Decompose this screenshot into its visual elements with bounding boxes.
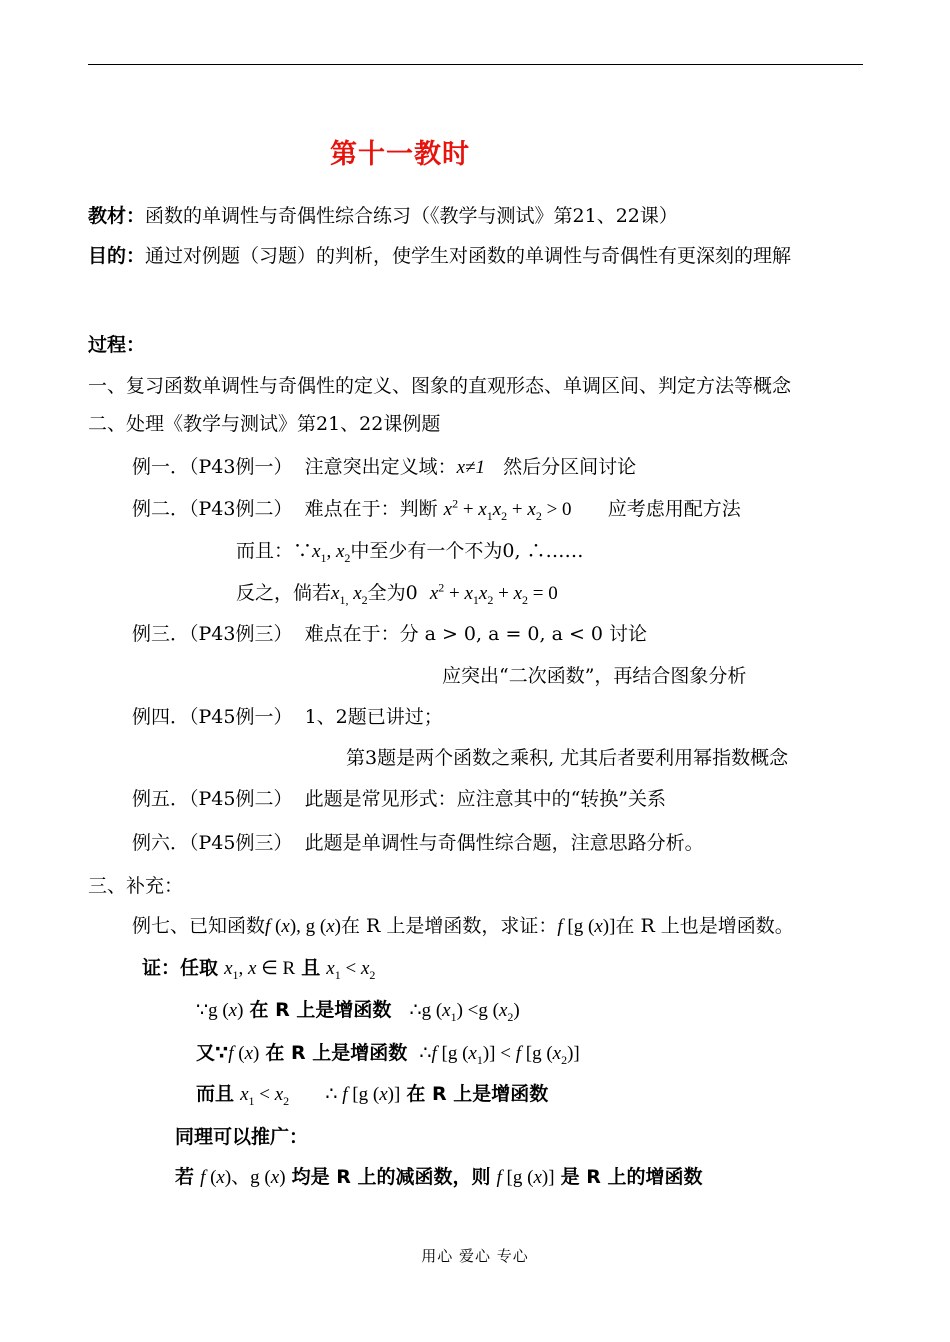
emphasis-dots: 转换 • • bbox=[580, 788, 618, 810]
proof-line-2: ∵g (x) 在 R 上是增函数 ∴g $(x_1) <g$ $(x_2)$ bbox=[196, 999, 520, 1024]
example-1: 例一．（P43例一） 注意突出定义域：x≠1 然后分区间讨论 bbox=[132, 456, 637, 478]
example-2-line-2: 而且：$\because x_1$, $x_2$中至少有一个不为0, ∴…… bbox=[236, 540, 584, 565]
header-rule bbox=[88, 64, 863, 65]
example-7: 例七、已知函数f (x), g (x)在 R 上是增函数，求证：f [g (x)]在 R 上也是增函数。 bbox=[132, 915, 794, 937]
example-2-line-3: 反之，倘若$x_{1,}$ $x_2$全为0 $x^2 + x_1x_2 + x_2 = 0$ bbox=[236, 580, 558, 607]
proof-line-4: 而且 $x_1 < x_2$ ∴ f [g (x)] 在 R 上是增函数 bbox=[196, 1083, 549, 1108]
purpose-line: 目的：通过对例题（习题）的判析，使学生对函数的单调性与奇偶性有更深刻的理解 bbox=[88, 245, 792, 267]
lesson-title: 第十一教时 bbox=[330, 139, 470, 170]
equality-expression: $x^2 + x_1x_2 + x_2 = 0$ bbox=[429, 580, 558, 607]
proof-line-3: 又∵f (x) 在 R 上是增函数 ∴f [g $(x_1)] < f$ [g $(x_2)$] bbox=[196, 1042, 580, 1067]
proof-line-1: 证：任取 $x_1$, x ∈ R 且 $x_1 < x_2$ bbox=[142, 957, 376, 982]
example-4-line-2: 第3题是两个函数之乘积, 尤其后者要利用幂指数概念 bbox=[346, 747, 789, 769]
page-footer: 用心 爱心 专心 bbox=[421, 1247, 529, 1265]
example-2: 例二．（P43例二） 难点在于：判断 $x^2 + x_1x_2 + x_2 > 0$ 应考虑用配方法 bbox=[132, 496, 741, 523]
proof-line-6: 若 f (x)、g (x) 均是 R 上的减函数，则 f [g (x)] 是 R 上的增函数 bbox=[175, 1166, 703, 1188]
example-6: 例六．（P45例三） 此题是单调性与奇偶性综合题，注意思路分析。 bbox=[132, 832, 704, 854]
proof-line-5: 同理可以推广： bbox=[175, 1126, 309, 1148]
example-4: 例四．（P45例一） 1、2题已讲过； bbox=[132, 706, 443, 728]
process-label: 过程： bbox=[88, 334, 146, 356]
material-line: 教材：函数的单调性与奇偶性综合练习（《教学与测试》第21、22课） bbox=[88, 205, 678, 227]
example-5: 例五．（P45例二） 此题是常见形式：应注意其中的“转换 • •”关系 bbox=[132, 786, 666, 812]
section-2: 二、处理《教学与测试》第21、22课例题 bbox=[88, 413, 441, 435]
example-3: 例三．（P43例三） 难点在于：分 a > 0, a = 0, a < 0 讨论 bbox=[132, 623, 648, 645]
example-3-line-2: 应突出“二次函数”，再结合图象分析 bbox=[442, 665, 747, 687]
inequality-expression: $x^2 + x_1x_2 + x_2 > 0$ bbox=[443, 496, 572, 523]
section-1: 一、复习函数单调性与奇偶性的定义、图象的直观形态、单调区间、判定方法等概念 bbox=[88, 375, 792, 397]
section-3: 三、补充： bbox=[88, 875, 184, 897]
